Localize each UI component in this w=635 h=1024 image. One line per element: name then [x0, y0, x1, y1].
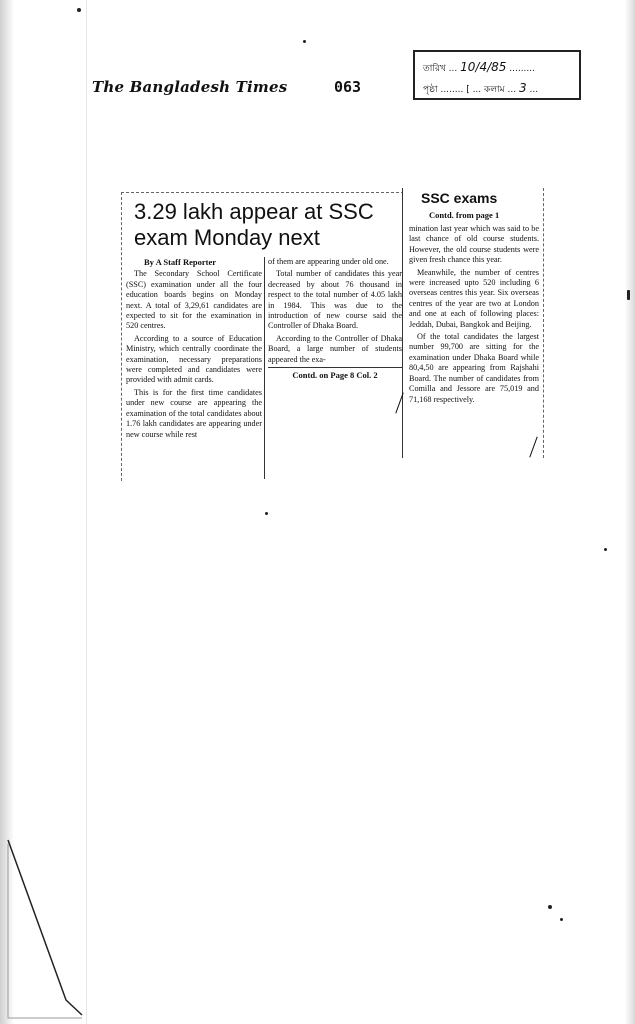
stamp-date-label: তারিখ [423, 64, 446, 74]
article-byline: By A Staff Reporter [144, 257, 217, 267]
archive-stamp [413, 50, 581, 100]
continuation-clipping [402, 188, 544, 458]
article-paragraph: of them are appearing under old one. [268, 257, 389, 266]
scan-speck [604, 548, 607, 551]
article-paragraph: Total number of candidates this year decreased by about 76 thousand in respect to the total number of 4.05 lakh in 1984. This was due to the introduction of new course said the Controller of Dhaka Board. [268, 269, 402, 331]
article-paragraph: The Secondary School Certificate (SSC) examination under all the four education boards begins on Monday next. A total of 3,29,61 candidates are expected to sit for the examination in 520 centres. [126, 269, 262, 331]
headline-line-2: exam Monday next [134, 225, 320, 250]
page-code: 063 [334, 78, 362, 96]
article-headline [134, 199, 402, 251]
headline-line-1: 3.29 lakh appear at SSC [134, 199, 374, 224]
fold-line [86, 0, 87, 1024]
stamp-column-label: কলাম [484, 85, 505, 95]
continuation-heading: SSC exams [421, 190, 498, 206]
stamp-page-row: পৃষ্ঠা ........ [ ... কলাম ... 3 ... [423, 81, 539, 95]
scan-speck [560, 918, 563, 921]
stamp-page-label: পৃষ্ঠা [423, 85, 438, 95]
stamp-date-value: 10/4/85 [460, 60, 507, 74]
newspaper-masthead: The Bangladesh Times [92, 78, 288, 96]
article-paragraph: This is for the first time candidates under new course are appearing the examination of the total candidates about 1.76 lakh candidates are appearing under new course while rest [126, 387, 262, 439]
continuation-subheading: Contd. from page 1 [429, 210, 500, 220]
scan-right-edge [625, 0, 635, 1024]
stamp-date-row: তারিখ ... 10/4/85 ......... [423, 60, 535, 74]
article-column-1 [126, 257, 265, 479]
article-paragraph: According to the Controller of Dhaka Board, a large number of students appeared the exa- [268, 333, 402, 364]
stamp-column-value: 3 [518, 81, 527, 95]
continued-note: Contd. on Page 8 Col. 2 [268, 367, 402, 380]
continuation-paragraph: Of the total candidates the largest number 99,700 are sitting for the examination under Dhaka Board while 80,4,50 are appearing from Rajshahi Board. The number of candidates from Comilla and Jessore are 75,019 and 71,168 respectively. [409, 332, 539, 404]
article-column-2 [268, 257, 402, 380]
article-clipping [121, 192, 404, 481]
folded-page-corner [6, 830, 86, 1020]
scan-speck [77, 8, 81, 12]
article-paragraph: According to a source of Education Ministry, which centrally coordinate the examination, necessary preparations were completed and candidates were provided with admit cards. [126, 333, 262, 385]
continuation-paragraph: Meanwhile, the number of centres were increased upto 520 including 6 overseas centres this year. Six overseas centres of the year are two at London and one at each of following places: Jeddah, Dubai, Bangkok and Beijing. [409, 267, 539, 329]
continuation-column [409, 224, 539, 407]
scan-speck [548, 905, 552, 909]
scan-speck [303, 40, 306, 43]
scan-speck [265, 512, 268, 515]
scan-speck [627, 290, 630, 300]
continuation-paragraph: mination last year which was said to be last chance of old course students. However, the old course students were given fresh chance this year. [409, 224, 539, 265]
